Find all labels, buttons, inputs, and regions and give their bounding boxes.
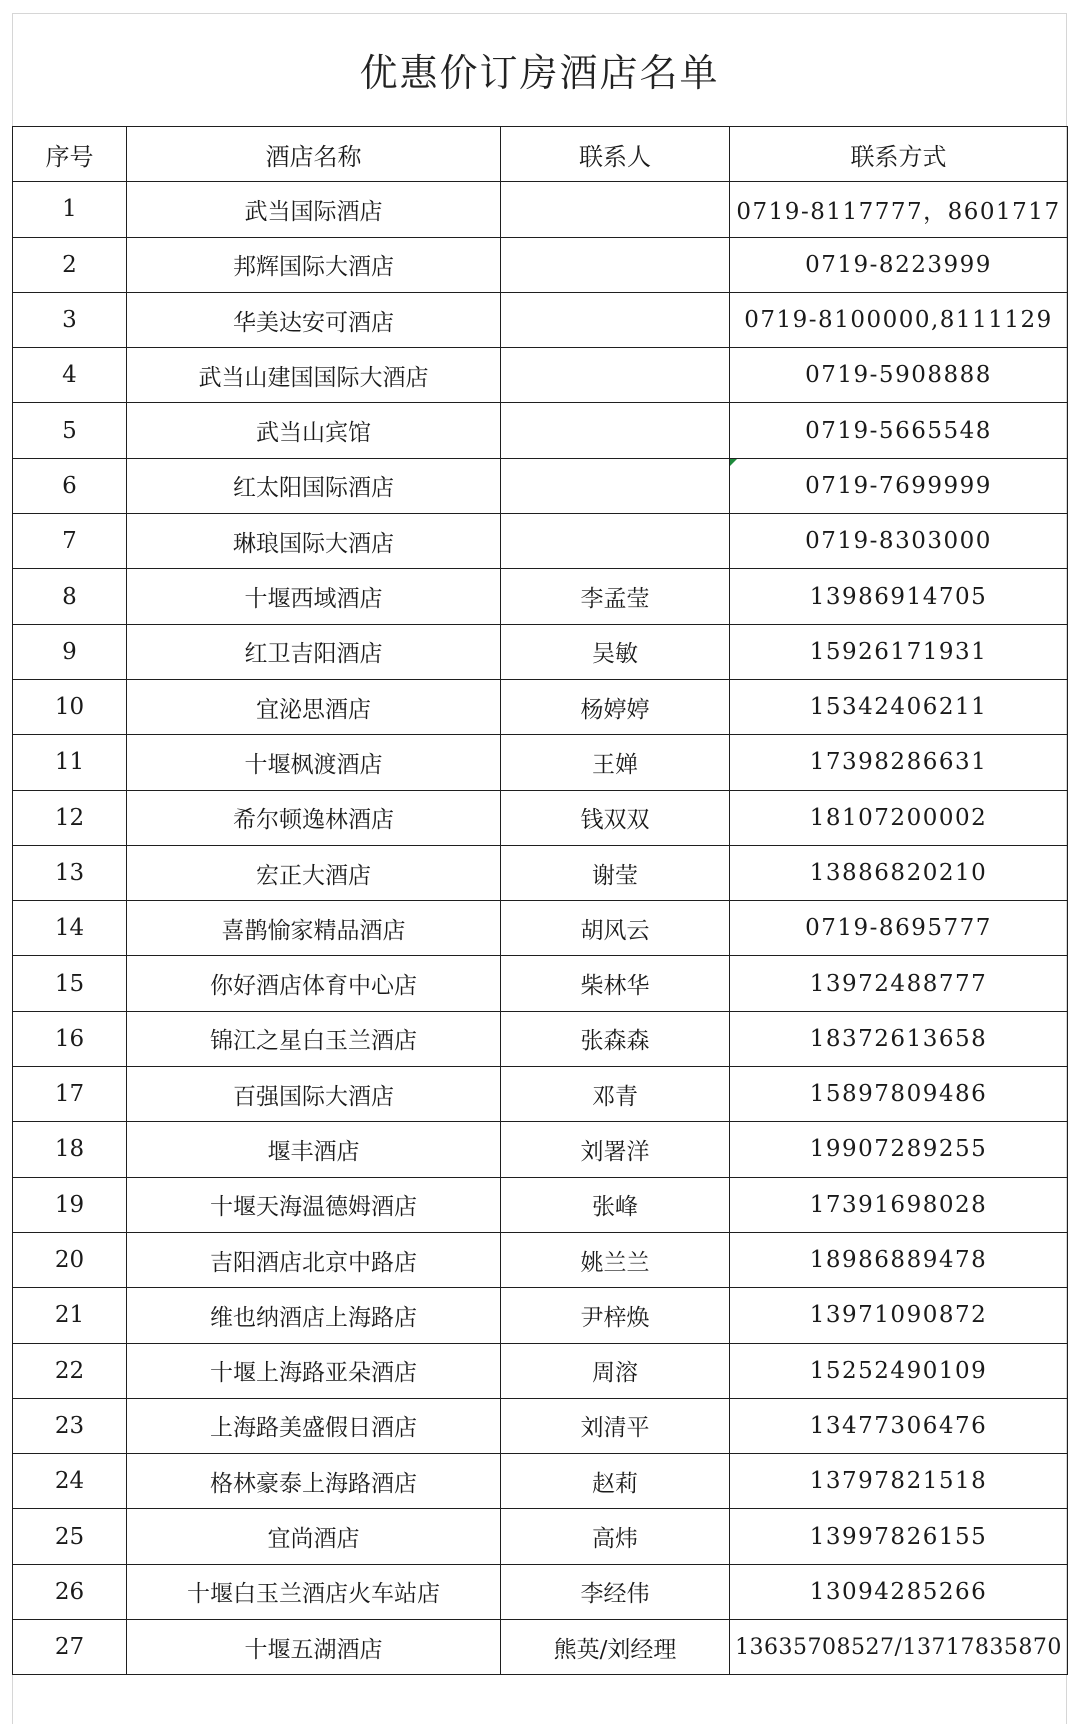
cell-phone[interactable]: 13986914705 <box>730 569 1068 624</box>
cell-index[interactable]: 16 <box>13 1011 127 1066</box>
table-row <box>13 1177 1068 1232</box>
cell-contact-person[interactable]: 张峰 <box>501 1177 730 1232</box>
cell-contact-person[interactable]: 高炜 <box>501 1509 730 1564</box>
cell-hotel-name[interactable]: 红卫吉阳酒店 <box>127 624 501 679</box>
cell-phone[interactable]: 15926171931 <box>730 624 1068 679</box>
cell-index[interactable]: 6 <box>13 458 127 513</box>
cell-hotel-name[interactable]: 华美达安可酒店 <box>127 292 501 347</box>
table-body <box>13 182 1068 1675</box>
cell-hotel-name[interactable]: 十堰西域酒店 <box>127 569 501 624</box>
table-row <box>13 403 1068 458</box>
cell-phone[interactable]: 17391698028 <box>730 1177 1068 1232</box>
cell-contact-person[interactable]: 谢莹 <box>501 845 730 900</box>
cell-index[interactable]: 26 <box>13 1564 127 1619</box>
cell-contact-person[interactable]: 李孟莹 <box>501 569 730 624</box>
table-row <box>13 1509 1068 1564</box>
table-row <box>13 514 1068 569</box>
cell-phone[interactable]: 0719-8117777，8601717 <box>730 182 1068 237</box>
cell-contact-person[interactable] <box>501 292 730 347</box>
table-row <box>13 348 1068 403</box>
cell-contact-person[interactable]: 周溶 <box>501 1343 730 1398</box>
cell-phone[interactable]: 0719-8100000,8111129 <box>730 292 1068 347</box>
cell-contact-person[interactable] <box>501 514 730 569</box>
cell-hotel-name[interactable]: 武当国际酒店 <box>127 182 501 237</box>
cell-hotel-name[interactable]: 十堰白玉兰酒店火车站店 <box>127 1564 501 1619</box>
table-row <box>13 1454 1068 1509</box>
cell-phone[interactable]: 13971090872 <box>730 1288 1068 1343</box>
cell-hotel-name[interactable]: 你好酒店体育中心店 <box>127 956 501 1011</box>
cell-contact-person[interactable]: 熊英/刘经理 <box>501 1620 730 1675</box>
cell-contact-person[interactable]: 钱双双 <box>501 790 730 845</box>
cell-phone[interactable]: 17398286631 <box>730 735 1068 790</box>
cell-contact-person[interactable]: 吴敏 <box>501 624 730 679</box>
cell-hotel-name[interactable]: 十堰天海温德姆酒店 <box>127 1177 501 1232</box>
cell-phone[interactable]: 15342406211 <box>730 679 1068 734</box>
cell-phone[interactable]: 0719-7699999 <box>730 458 1068 513</box>
cell-hotel-name[interactable]: 十堰上海路亚朵酒店 <box>127 1343 501 1398</box>
cell-index[interactable]: 2 <box>13 237 127 292</box>
cell-hotel-name[interactable]: 吉阳酒店北京中路店 <box>127 1232 501 1287</box>
cell-contact-person[interactable]: 杨婷婷 <box>501 679 730 734</box>
table-row <box>13 1232 1068 1287</box>
hotel-table <box>12 126 1068 1675</box>
cell-hotel-name[interactable]: 十堰五湖酒店 <box>127 1620 501 1675</box>
cell-index[interactable]: 19 <box>13 1177 127 1232</box>
cell-hotel-name[interactable]: 锦江之星白玉兰酒店 <box>127 1011 501 1066</box>
table-row <box>13 790 1068 845</box>
cell-hotel-name[interactable]: 上海路美盛假日酒店 <box>127 1398 501 1453</box>
table-row <box>13 1620 1068 1675</box>
cell-contact-person[interactable]: 刘清平 <box>501 1398 730 1453</box>
cell-contact-person[interactable]: 王婵 <box>501 735 730 790</box>
cell-hotel-name[interactable]: 琳琅国际大酒店 <box>127 514 501 569</box>
cell-hotel-name[interactable]: 维也纳酒店上海路店 <box>127 1288 501 1343</box>
cell-index[interactable]: 5 <box>13 403 127 458</box>
cell-index[interactable]: 20 <box>13 1232 127 1287</box>
cell-hotel-name[interactable]: 宏正大酒店 <box>127 845 501 900</box>
table-row <box>13 1011 1068 1066</box>
cell-contact-person[interactable]: 尹梓焕 <box>501 1288 730 1343</box>
cell-hotel-name[interactable]: 希尔顿逸林酒店 <box>127 790 501 845</box>
cell-contact-person[interactable]: 姚兰兰 <box>501 1232 730 1287</box>
cell-hotel-name[interactable]: 武当山建国国际大酒店 <box>127 348 501 403</box>
cell-index[interactable]: 9 <box>13 624 127 679</box>
cell-hotel-name[interactable]: 宜泌思酒店 <box>127 679 501 734</box>
cell-contact-person[interactable]: 邓青 <box>501 1067 730 1122</box>
cell-phone[interactable]: 0719-5665548 <box>730 403 1068 458</box>
table-row <box>13 624 1068 679</box>
cell-hotel-name[interactable]: 堰丰酒店 <box>127 1122 501 1177</box>
table-row <box>13 292 1068 347</box>
cell-phone[interactable]: 15252490109 <box>730 1343 1068 1398</box>
cell-index[interactable]: 12 <box>13 790 127 845</box>
header-cell-hotel-name[interactable]: 酒店名称 <box>127 127 501 182</box>
cell-contact-person[interactable]: 柴林华 <box>501 956 730 1011</box>
cell-phone[interactable]: 0719-8695777 <box>730 901 1068 956</box>
cell-index[interactable]: 8 <box>13 569 127 624</box>
table-row <box>13 1288 1068 1343</box>
cell-phone[interactable]: 0719-8303000 <box>730 514 1068 569</box>
cell-contact-person[interactable]: 李经伟 <box>501 1564 730 1619</box>
cell-index[interactable]: 11 <box>13 735 127 790</box>
table-row <box>13 956 1068 1011</box>
cell-index[interactable]: 25 <box>13 1509 127 1564</box>
table-row <box>13 458 1068 513</box>
cell-phone[interactable]: 0719-5908888 <box>730 348 1068 403</box>
cell-contact-person[interactable] <box>501 348 730 403</box>
cell-phone[interactable]: 13997826155 <box>730 1509 1068 1564</box>
cell-hotel-name[interactable]: 百强国际大酒店 <box>127 1067 501 1122</box>
cell-index[interactable]: 13 <box>13 845 127 900</box>
table-row <box>13 845 1068 900</box>
cell-index[interactable]: 21 <box>13 1288 127 1343</box>
cell-phone[interactable]: 13094285266 <box>730 1564 1068 1619</box>
cell-contact-person[interactable] <box>501 403 730 458</box>
cell-hotel-name[interactable]: 宜尚酒店 <box>127 1509 501 1564</box>
document-title: 优惠价订房酒店名单 <box>359 51 720 95</box>
table-row <box>13 1122 1068 1177</box>
cell-phone[interactable]: 13972488777 <box>730 956 1068 1011</box>
cell-hotel-name[interactable]: 邦辉国际大酒店 <box>127 237 501 292</box>
cell-index[interactable]: 27 <box>13 1620 127 1675</box>
cell-index[interactable]: 14 <box>13 901 127 956</box>
header-cell-index[interactable]: 序号 <box>13 127 127 182</box>
cell-hotel-name[interactable]: 喜鹊愉家精品酒店 <box>127 901 501 956</box>
cell-phone[interactable]: 18372613658 <box>730 1011 1068 1066</box>
cell-phone[interactable]: 13635708527/13717835870 <box>730 1620 1068 1675</box>
header-cell-contact-person[interactable]: 联系人 <box>501 127 730 182</box>
cell-phone[interactable]: 13886820210 <box>730 845 1068 900</box>
table-row <box>13 237 1068 292</box>
cell-index[interactable]: 3 <box>13 292 127 347</box>
cell-contact-person[interactable]: 刘署洋 <box>501 1122 730 1177</box>
cell-contact-person[interactable] <box>501 182 730 237</box>
cell-index[interactable]: 1 <box>13 182 127 237</box>
next-row-edge <box>12 1710 1067 1724</box>
table-row <box>13 1398 1068 1453</box>
cell-index[interactable]: 7 <box>13 514 127 569</box>
cell-phone[interactable]: 13797821518 <box>730 1454 1068 1509</box>
table-row <box>13 679 1068 734</box>
cell-hotel-name[interactable]: 武当山宾馆 <box>127 403 501 458</box>
cell-index[interactable]: 18 <box>13 1122 127 1177</box>
cell-contact-person[interactable] <box>501 237 730 292</box>
table-row <box>13 1343 1068 1398</box>
cell-index[interactable]: 10 <box>13 679 127 734</box>
table-row <box>13 1564 1068 1619</box>
table-row <box>13 735 1068 790</box>
cell-hotel-name[interactable]: 十堰枫渡酒店 <box>127 735 501 790</box>
cell-hotel-name[interactable]: 红太阳国际酒店 <box>127 458 501 513</box>
cell-index[interactable]: 4 <box>13 348 127 403</box>
cell-contact-person[interactable] <box>501 458 730 513</box>
cell-index[interactable]: 22 <box>13 1343 127 1398</box>
cell-phone[interactable]: 13477306476 <box>730 1398 1068 1453</box>
cell-index[interactable]: 15 <box>13 956 127 1011</box>
cell-phone[interactable]: 18107200002 <box>730 790 1068 845</box>
cell-phone[interactable]: 19907289255 <box>730 1122 1068 1177</box>
cell-phone[interactable]: 0719-8223999 <box>730 237 1068 292</box>
cell-index[interactable]: 24 <box>13 1454 127 1509</box>
cell-contact-person[interactable]: 赵莉 <box>501 1454 730 1509</box>
table-row <box>13 901 1068 956</box>
cell-index[interactable]: 17 <box>13 1067 127 1122</box>
cell-contact-person[interactable]: 张森森 <box>501 1011 730 1066</box>
header-row <box>13 127 1068 182</box>
table-row <box>13 182 1068 237</box>
cell-phone[interactable]: 15897809486 <box>730 1067 1068 1122</box>
table-row <box>13 1067 1068 1122</box>
cell-hotel-name[interactable]: 格林豪泰上海路酒店 <box>127 1454 501 1509</box>
cell-index[interactable]: 23 <box>13 1398 127 1453</box>
cell-phone[interactable]: 18986889478 <box>730 1232 1068 1287</box>
header-cell-contact-method[interactable]: 联系方式 <box>730 127 1068 182</box>
cell-contact-person[interactable]: 胡风云 <box>501 901 730 956</box>
table-row <box>13 569 1068 624</box>
